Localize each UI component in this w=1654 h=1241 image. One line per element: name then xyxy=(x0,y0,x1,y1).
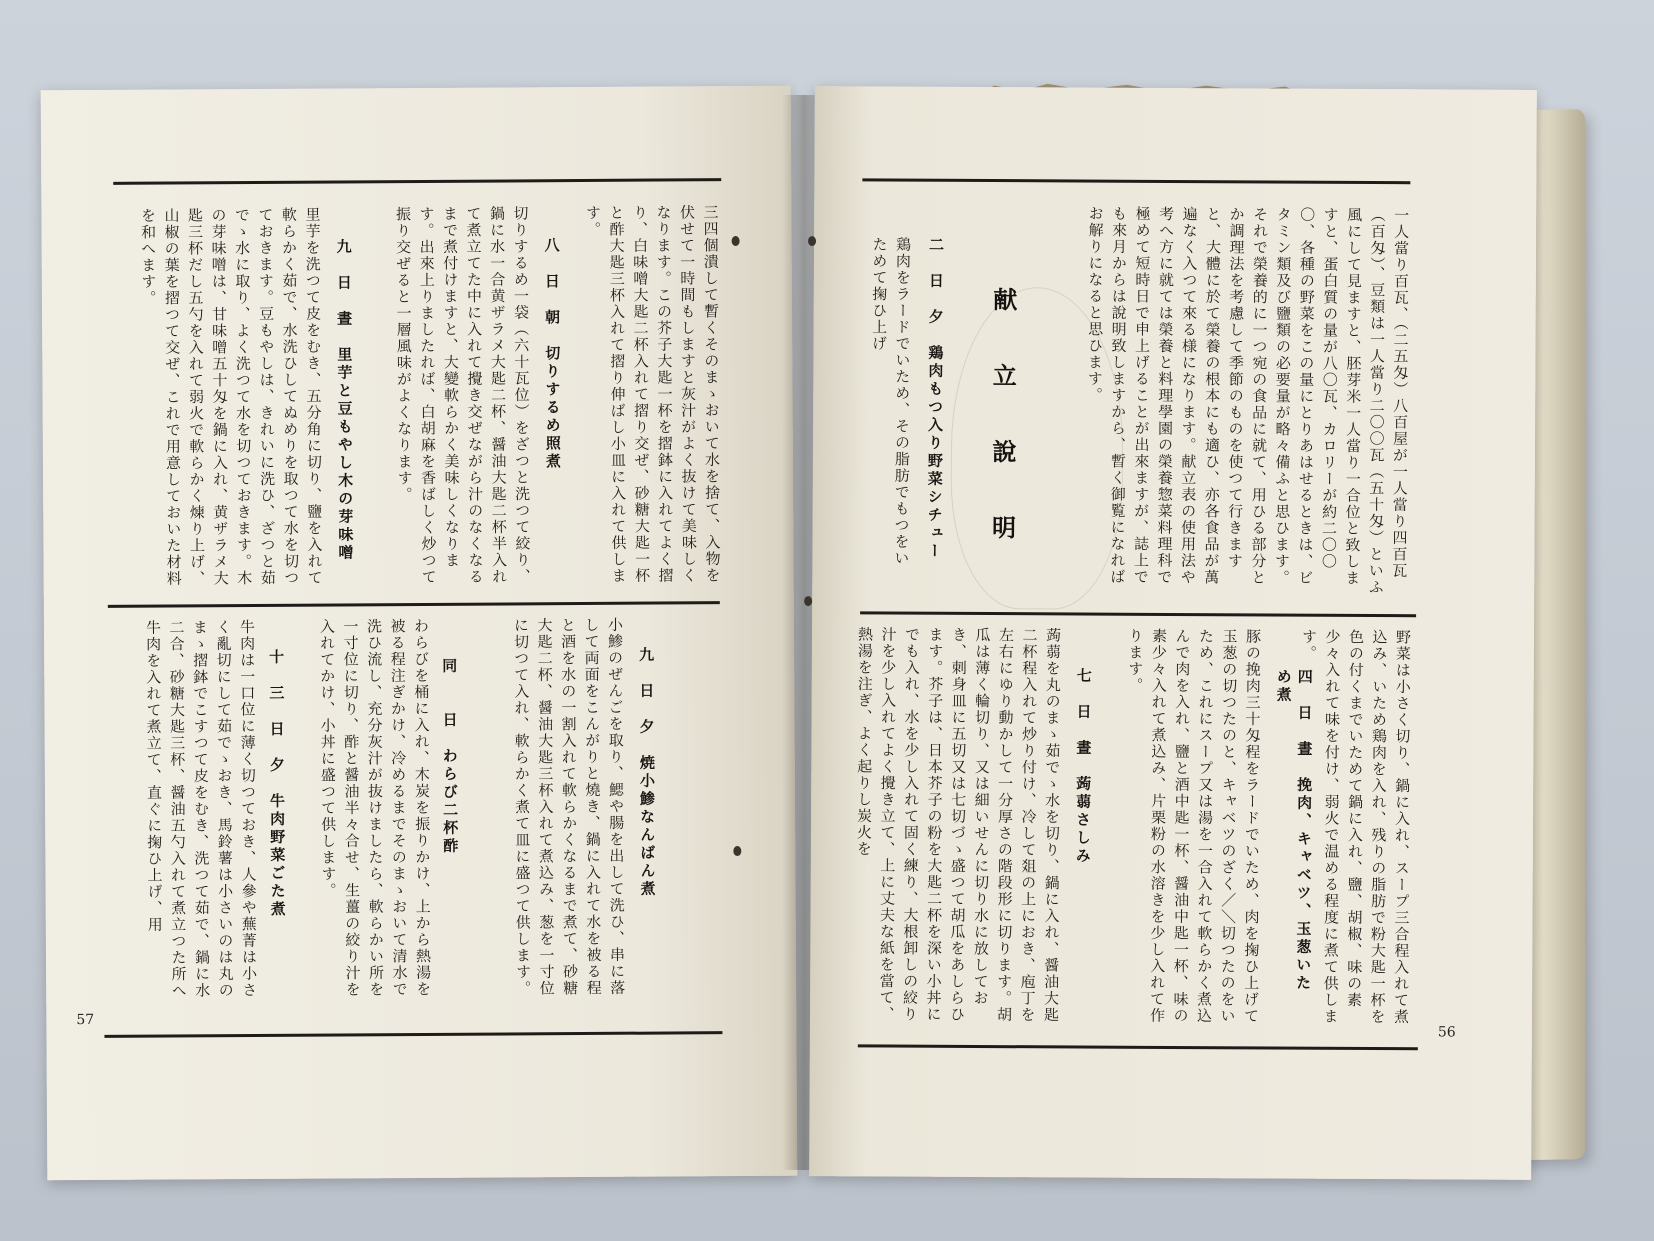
text-day4-noon: 豚の挽肉三十匁程をラードでいため、肉を掬ひ上げて玉葱の切つたのと、キャベツのざく／＼切つたのをいため、これにスープ又は湯を一合入れて軟らかく煮込んで肉を入れ、鹽と酒中匙一杯、醤油中匙一杯、味の素少々入れて煮込み、片栗粉の水溶きを少し入れて作ります。 xyxy=(1126,627,1263,1025)
faint-emblem-watermark xyxy=(950,287,1124,610)
binding-hole xyxy=(733,846,741,856)
left-page xyxy=(41,86,798,1181)
heading-day8-morning: 八 日 朝 切りするめ照煮 xyxy=(542,237,563,472)
text-day2-evening: 鶏肉をラードでいため、その脂肪でもつをいためて掬ひ上げ xyxy=(869,236,913,567)
binding-hole xyxy=(732,236,740,246)
text-day8-morning: 切りするめ一袋（六十瓦位）をざつと洗つて絞り、鍋に水一合黄ザラメ大匙二杯、醤油大匙二杯半入れて煮立てた中に入れて攪き交ぜながら汁のなくなるまで煮付けますと、大變軟らかく美味しくなります。出來上りましたれば、白胡麻を香ばしく炒つて振り交ぜると一層風味がよくなります。 xyxy=(393,205,532,586)
text-same-day: わらびを桶に入れ、木炭を振りかけ、上から熱湯を被る程注ぎかけ、冷めるまでそのまゝおいて清水で洗ひ流し、充分灰汁が抜けましたら、軟らかい所を一寸位に切り、酢と醤油半々合せ、生薑の絞り汁を入れてかけ、小丼に盛つて供します。 xyxy=(317,617,433,998)
right-page xyxy=(809,86,1537,1180)
middle-rule xyxy=(108,601,720,608)
text-day13-evening: 牛肉は一口位に薄く切つておき、人參や蕪菁は小さく亂切にして茹でゝおき、馬鈴薯は小さいのは丸のまゝ摺鉢でこすつて皮をむき、洗つて茹で、鍋に水二合、砂糖大匙三杯、醤油五勺入れて煮立つた所へ牛肉を入れて煮立て、直ぐに掬ひ上げ、用 xyxy=(143,618,259,1000)
heading-day13-evening: 十 三 日 夕 牛肉野菜ごた煮 xyxy=(267,648,287,919)
text-day7-noon: 蒟蒻を丸のまゝ茹でゝ水を切り、鍋に入れ、醤油大匙二杯程入れて炒り付け、冷して爼の上におき、庖丁を左右にゆり動かして一分厚さの階段形に切ります。胡瓜は薄く輪切り、又は細いせんに切り水に放しておき、刺身皿に五切又は七切づゝ盛つて胡瓜をあしらひます。芥子は、日本芥子の粉を大匙二杯を深い小丼にでも入れ、水を少し入れて固く練り、大根卸しの絞り汁を少し入れてよく攪き立て、上に丈夫な紙を當て、熱湯を注ぎ、よく起りし炭火を xyxy=(854,626,1063,1024)
text-intro: 一人當り百瓦、（二五匁）八百屋が一人當り四百瓦（百匁）、豆類は一人當り二〇〇瓦（五十匁）といふ風にして見ますと、胚芽米一人當り一合位と致しますと、蛋白質の量が八〇瓦、カロリーが約二〇〇〇、各種の野菜をこの量にとりあはせるときは、ビタミン類及び鹽類の必要量が略々備ふと思ひます。それで榮養的に一つ宛の食品に就て、用ひる部分とか調理法を考慮して季節のものを使つて行きますと、大體に於て榮養の根本にも適ひ、亦各食品が萬遍なく入つて來る様になります。献立表の使用法や考へ方に就ては榮養と料理學園の榮養惣菜料理科で極めて短時日で申上げることが出來ますが、誌上でも來月からは說明致しますから、暫く御覧になればお解りになると思ひます。 xyxy=(1085,205,1411,596)
top-rule xyxy=(113,178,721,185)
bottom-rule xyxy=(104,1031,722,1038)
text-day9-noon: 里芋を洗つて皮をむき、五分角に切り、鹽を入れて軟らかく茹で、水洗ひしてぬめりを取つて水を切つておきます。豆もやしは、きれいに洗ひ、ざつと茹でゝ水に取り、よく洗つて水を切つておきます。木の芽味噌は、甘味噌五十匁を鍋に入れ、黄ザラメ大匙三杯だし五勺を入れて弱火で軟らかく煉り上げ、山椒の葉を摺つて交ぜ、これで用意しておいた材料を和へます。 xyxy=(138,206,324,588)
page-number-right: 56 xyxy=(1437,1024,1456,1041)
text-day9-evening: 小鯵のぜんごを取り、鰓や腸を出して洗ひ、串に落して両面をこんがりと燒き、鍋に入れて水を被る程と酒を水の一割入れて軟らかくなるまで煮て、砂糖大匙二杯、醤油大匙三杯入れて煮込み、葱を一寸位に切つて入れ、軟らかく煮て皿に盛つて供します。 xyxy=(511,616,627,997)
bottom-rule xyxy=(858,1044,1418,1050)
heading-day9-noon: 九 日 晝 里芋と豆もやし木の芽味噌 xyxy=(334,238,355,563)
heading-menu-explanation: 献 立 說 明 xyxy=(987,287,1017,554)
binding-hole xyxy=(804,596,812,606)
top-rule xyxy=(862,178,1410,184)
middle-rule xyxy=(860,611,1416,617)
heading-day9-evening: 九 日 夕 焼小鯵なんばん煮 xyxy=(637,646,657,899)
text-day2-continued: 野菜は小さく切り、鍋に入れ、スープ三合程入れて煮込み、いため鶏肉を入れ、残りの脂肪で粉大匙一杯を色の付くまでいためて鍋に入れ、鹽、胡椒、味の素少々入れて味を付け、弱火で温める程度に煮て供します。 xyxy=(1299,628,1413,1026)
page-number-left: 57 xyxy=(76,1011,95,1029)
heading-same-day: 同 日 わらび二杯酢 xyxy=(440,657,460,856)
heading-day7-noon: 七 日 晝 蒟蒻さしみ xyxy=(1073,667,1093,866)
text-prev-continuation: 三四個潰して暫くそのまゝおいて水を捨て、入物を伏せて一時間もしますと灰汁がよく抜けて美味しくなります。この芥子大匙一杯を摺鉢に入れてよく摺り、白味噌大匙二杯入れて摺り交ぜ、砂糖大匙一杯と酢大匙三杯入れて摺り伸ばし小皿に入れて供します。 xyxy=(583,204,722,585)
heading-day4-noon: 四 日 晝 挽肉、キャベツ、玉葱いため煮 xyxy=(1274,668,1314,993)
heading-day2-evening: 二 日 夕 鶏肉もつ入り野菜シチュー xyxy=(925,236,946,561)
binding-hole xyxy=(808,236,816,246)
